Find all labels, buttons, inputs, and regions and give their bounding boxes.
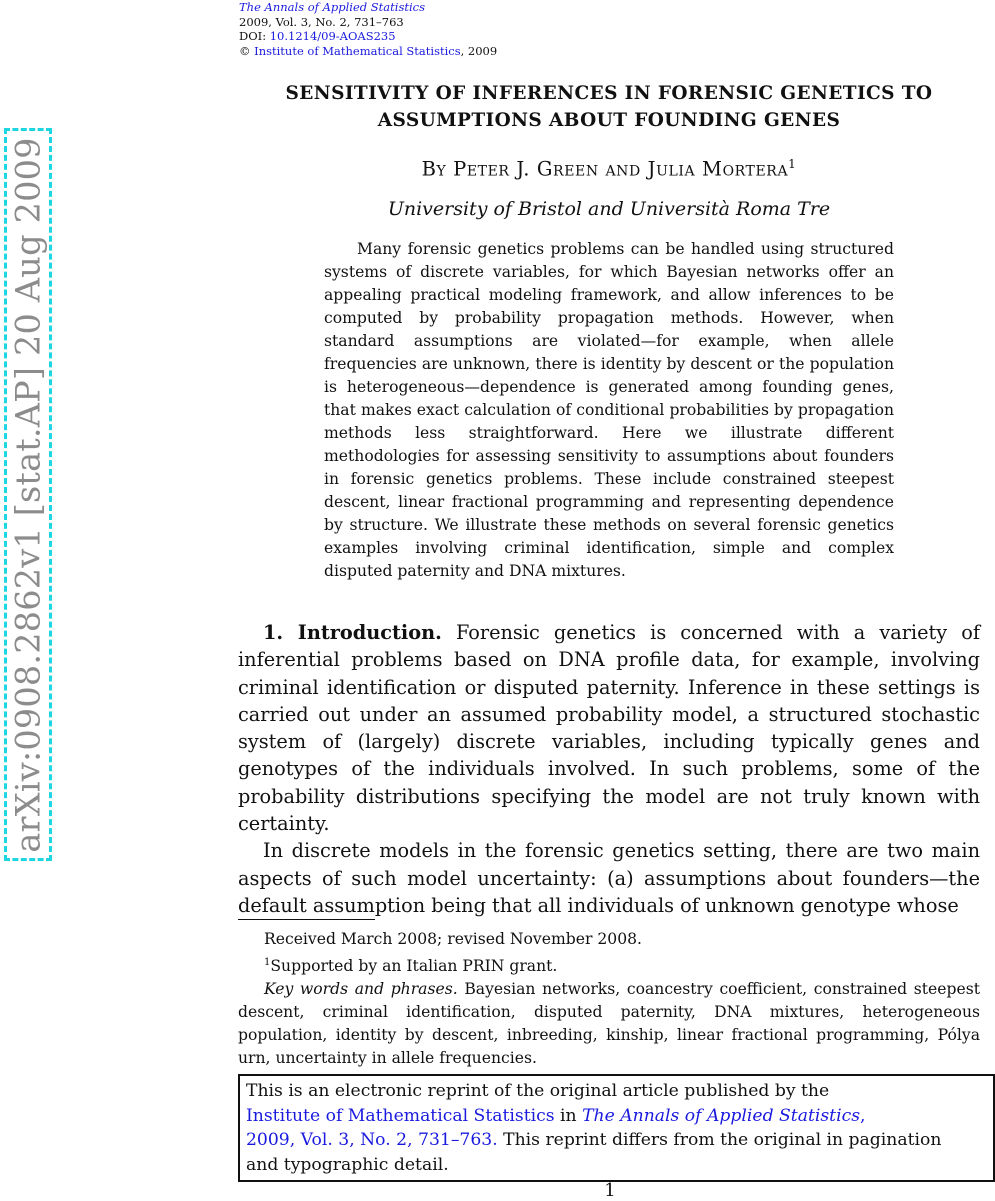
introduction-section	[238, 619, 980, 919]
section-heading: 1. Introduction.	[263, 621, 442, 644]
arxiv-stamp[interactable]: arXiv:0908.2862v1 [stat.AP] 20 Aug 2009	[8, 137, 48, 853]
author-footnote-mark: 1	[788, 157, 797, 171]
title-line: SENSITIVITY OF INFERENCES IN FORENSIC GENETICS TO	[285, 83, 933, 104]
doi-label: DOI:	[239, 29, 267, 43]
reprint-line-1: This is an electronic reprint of the original article published by the	[246, 1081, 830, 1101]
keywords-note	[238, 978, 980, 1070]
copyright-icon: ©	[239, 43, 251, 58]
author-list	[238, 157, 980, 181]
journal-name-link[interactable]: The Annals of Applied Statistics	[239, 0, 425, 14]
title-line: ASSUMPTIONS ABOUT FOUNDING GENES	[377, 110, 841, 131]
reprint-citation-link[interactable]: 2009, Vol. 3, No. 2, 731–763.	[246, 1130, 498, 1150]
reprint-line-4: and typographic detail.	[246, 1154, 449, 1175]
abstract-text: Many forensic genetics problems can be handled using structured systems of discrete variables, for which Bayesian networks offer an appealing practical modeling framework, and allow inferences to be computed by probability propagation methods. However, when standard assumptions are violated—for example, when allele frequencies are unknown, there is identity by descent or the population is heterogeneous—dependence is generated among founding genes, that makes exact calculation of conditional probabilities by propagation methods less straightforward. Here we illustrate different methodologies for assessing sensitivity to assumptions about founders in forensic genetics problems. These include constrained steepest descent, linear fractional programming and representing dependence by structure. We illustrate these methods on several forensic genetics examples involving criminal identification, simple and complex disputed paternity and DNA mixtures.	[324, 240, 894, 580]
support-text: Supported by an Italian PRIN grant.	[270, 957, 558, 976]
intro-paragraph-1	[238, 619, 980, 837]
publisher-link[interactable]: Institute of Mathematical Statistics	[254, 43, 461, 58]
support-footnote-mark: 1	[264, 957, 271, 968]
footnote-rule	[238, 919, 375, 920]
affiliations: University of Bristol and Università Roma Tre	[387, 198, 831, 220]
intro-text-1: Forensic genetics is concerned with a variety of inferential problems based on DNA profile data, for example, involving criminal identification or disputed paternity. Inference in these settings is carried out under an assumed probability model, a structured stochastic system of (largely) discrete variables, including typically genes and genotypes of the individuals involved. In such problems, some of the probability distributions specifying the model are not truly known with certainty.	[238, 621, 980, 836]
volume-line: 2009, Vol. 3, No. 2, 731–763	[239, 14, 404, 29]
keywords-label: Key words and phrases.	[264, 980, 458, 999]
reprint-journal-link[interactable]: The Annals of Applied Statistics	[582, 1105, 861, 1126]
doi-link[interactable]: 10.1214/09-AOAS235	[269, 29, 396, 43]
page-number: 1	[604, 1180, 616, 1201]
reprint-differs: This reprint differs from the original in pagination	[497, 1130, 942, 1150]
journal-header	[239, 0, 759, 58]
reprint-publisher-link[interactable]: Institute of Mathematical Statistics	[246, 1105, 555, 1126]
reprint-comma: ,	[860, 1105, 866, 1126]
reprint-in: in	[554, 1105, 583, 1126]
intro-paragraph-2: In discrete models in the forensic genetics setting, there are two main aspects of such model uncertainty: (a) assumptions about founders—the default assumption being that all individuals of unknown genotype whose	[238, 839, 980, 917]
keywords-text: Bayesian networks, coancestry coefficient, constrained steepest descent, criminal identification, disputed paternity, DNA mixtures, heterogeneous population, identity by descent, inbreeding, kinship, linear fractional programming, Pólya urn, uncertainty in allele frequencies.	[238, 980, 980, 1068]
support-note	[238, 951, 980, 978]
footnotes	[238, 928, 980, 1070]
authors-text: By Peter J. Green and Julia Mortera	[421, 157, 789, 181]
copyright-year: , 2009	[460, 43, 498, 58]
received-note: Received March 2008; revised November 2008.	[264, 930, 643, 948]
reprint-notice-box	[238, 1074, 995, 1182]
paper-title	[238, 80, 980, 134]
abstract	[324, 238, 894, 583]
